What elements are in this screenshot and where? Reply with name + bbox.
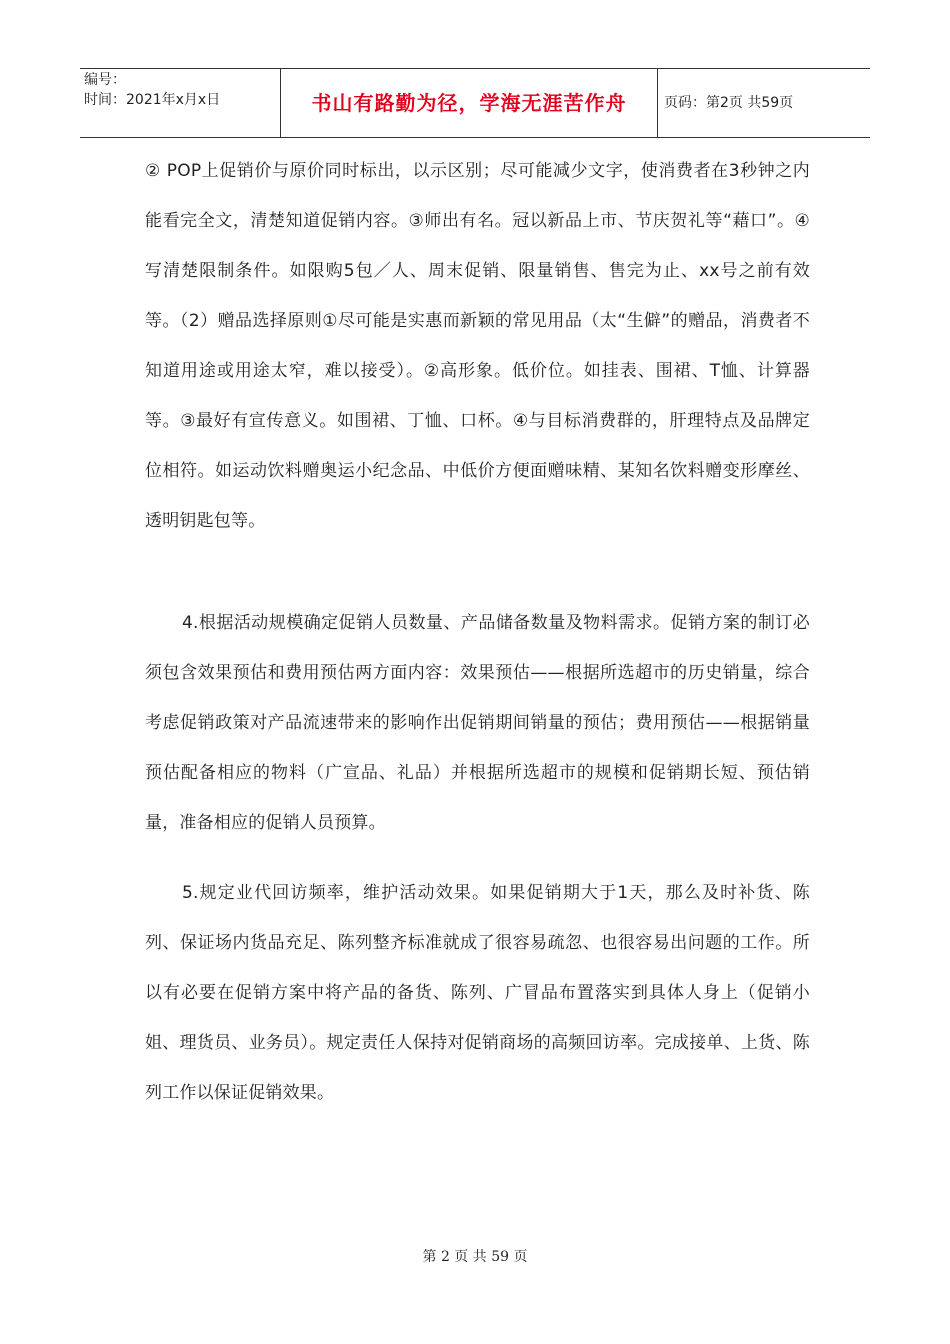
body-paragraph: 4.根据活动规模确定促销人员数量、产品储备数量及物料需求。促销方案的制订必须包含效果预估和费用预估两方面内容：效果预估——根据所选超市的历史销量，综合考虑促销政策对产品流速带来的影响作出促销期间销量的预估；费用预估——根据销量预估配备相应的物料（广宣品、礼品）并根据所选超市的规模和促销期长短、预估销量，准备相应的促销人员预算。 [145, 613, 810, 833]
document-number-label: 编号： [84, 72, 126, 88]
document-date: 时间：2021年x月x日 [84, 92, 221, 108]
body-paragraph: 5.规定业代回访频率，维护活动效果。如果促销期大于1天，那么及时补货、陈列、保证场内货品充足、陈列整齐标准就成了很容易疏忽、也很容易出问题的工作。所以有必要在促销方案中将产品的备货、陈列、广冒品布置落实到具体人身上（促销小姐、理货员、业务员）。规定责任人保持对促销商场的高频回访率。完成接单、上货、陈列工作以保证促销效果。 [145, 883, 810, 1103]
document-header [80, 68, 870, 138]
header-page-info: 页码：第2页 共59页 [664, 95, 794, 111]
page-footer: 第 2 页 共 59 页 [422, 1249, 528, 1265]
header-meta-cell [80, 69, 281, 137]
body-paragraph: ② POP上促销价与原价同时标出，以示区别；尽可能减少文字，使消费者在3秒钟之内能看完全文，清楚知道促销内容。③师出有名。冠以新品上市、节庆贺礼等“藉口”。④写清楚限制条件。如限购5包／人、周末促销、限量销售、售完为止、xx号之前有效等。（2）赠品选择原则①尽可能是实惠而新颖的常见用品（太“生僻”的赠品，消费者不知道用途或用途太窄，难以接受）。②高形象。低价位。如挂表、围裙、T恤、计算器等。③最好有宣传意义。如围裙、丁恤、口杯。④与目标消费群的，肝理特点及品牌定位相符。如运动饮料赠奥运小纪念品、中低价方便面赠味精、某知名饮料赠变形摩丝、透明钥匙包等。 [145, 161, 810, 531]
header-motto: 书山有路勤为径，学海无涯苦作舟 [281, 69, 658, 137]
document-body [145, 146, 810, 1118]
